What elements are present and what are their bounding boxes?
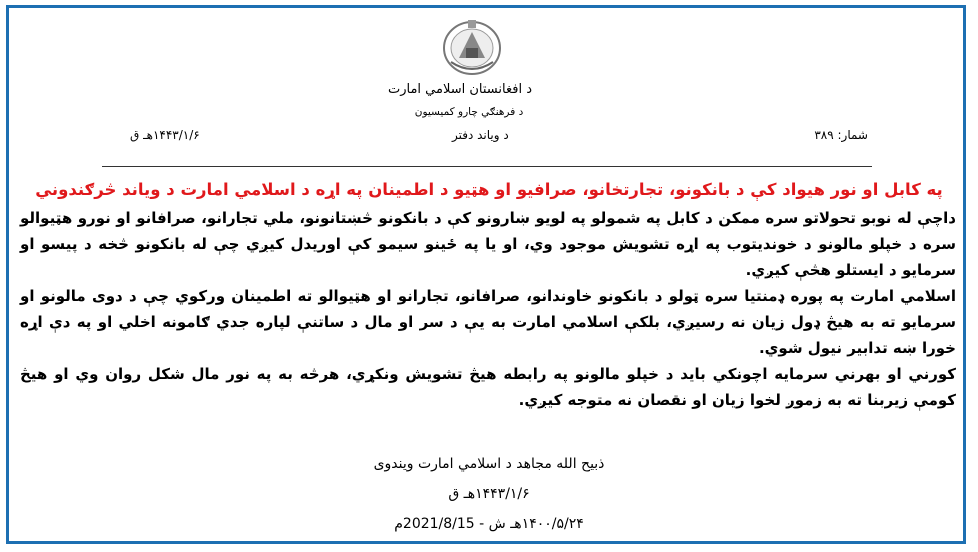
signature-name: ذبیح الله مجاهد د اسلامي امارت ویندوی [373,456,605,472]
paragraph: اسلامي امارت په پوره ډمنتيا سره ټولو د بانکونو خاوندانو، صرافانو، تجارانو او هټيوالو ته اطمينان ورکوي چې د دوی مالونو او سرمايو ته به هيڅ ډول زيان نه رسيږي، بلکې اسلامي امارت به يې د سر او مال د ساتنې لپاره جدي ګامونه اخلي او په دې اړه خورا ښه تدابير نيول شوي. [20,287,956,357]
emirate-emblem-icon [439,14,505,78]
divider [102,166,872,167]
paragraph: داچې له نوبو تحولاتو سره ممکن د کابل په شمولو په لویو ښارونو کې د بانکونو څښتانونو، ملي تجارانو، صرافانو او نورو هټیوالو سره د خپلو مالونو د خونديتوب په اړه تشويش موجود وي، او يا په ځينو سيمو کې اوريدل کيږي چې له بانکونو څخه د پيسو او سرمايو د ايستلو هڅې کيږي. [20,209,956,279]
signature-date-lunar: ۱۴۴۳/۱/۶هـ ق [448,486,530,502]
commission-name: د فرهنګي چارو کمیسیون [414,106,524,118]
document-body [20,205,956,413]
department-name: د ویاند دفتر [452,128,509,142]
reference-number: شمار: ۳۸۹ [814,128,868,142]
header-date: ۱۴۴۳/۱/۶هـ ق [130,128,200,142]
paragraph: کورني او بهرني سرمايه اچونکي بايد د خپلو مالونو په رابطه هيڅ تشويش ونکړي، هرڅه به په نور مال شکل روان وي او هيڅ کومې زيربنا ته به زموږ لخوا زيان او نقصان نه متوجه کيږي. [20,365,956,409]
signature-date-combined: ۱۴۰۰/۵/۲۴هـ ش - 2021/8/15م [394,516,584,532]
document-headline: په کابل او نور هیواد کې د بانکونو، تجارتخانو، صرافیو او هټیو د اطمینان په اړه د اسلامي امارت د ویاند څرګندوني [35,180,943,199]
org-name: د افغانستان اسلامي امارت [387,82,532,97]
